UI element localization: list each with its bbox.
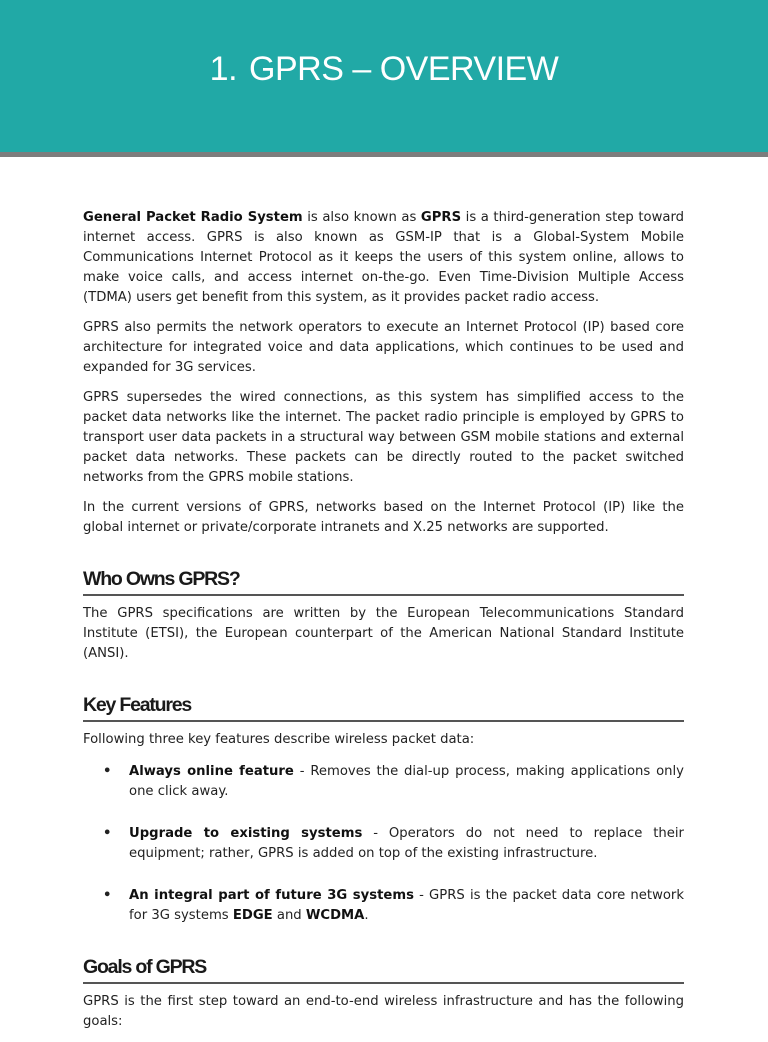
list-item: • Upgrade to existing systems - Operators do not need to replace their equipment; rather, GPRS is added on top of the existing infrastructure. <box>103 826 684 861</box>
banner-divider <box>0 152 768 157</box>
goals-paragraph: GPRS is the first step toward an end-to-end wireless infrastructure and has the following goals: <box>83 994 684 1029</box>
heading-goals: Goals of GPRS <box>83 954 684 984</box>
chapter-banner <box>0 0 768 152</box>
bullet-icon: • <box>103 888 112 903</box>
chapter-number: 1. <box>209 50 238 88</box>
bullet-icon: • <box>103 764 112 779</box>
document-body <box>83 208 684 1042</box>
intro-paragraph-4: In the current versions of GPRS, networks based on the Internet Protocol (IP) like the global internet or private/corporate intranets and X.25 networks are supported. <box>83 500 684 535</box>
bullet-icon: • <box>103 826 112 841</box>
intro-paragraph-1: General Packet Radio System is also known as GPRS is a third-generation step toward internet access. GPRS is also known as GSM-IP that is a Global-System Mobile Communications Internet Protocol as it keeps the users of this system online, allows to make voice calls, and access internet on-the-go. Even Time-Division Multiple Access (TDMA) users get benefit from this system, as it provides packet radio access. <box>83 210 685 305</box>
intro-paragraph-2: GPRS also permits the network operators to execute an Internet Protocol (IP) based core architecture for integrated voice and data applications, which continues to be used and expanded for 3G services. <box>83 320 684 375</box>
list-item: • Always online feature - Removes the dial-up process, making applications only one click away. <box>103 764 684 799</box>
key-features-list <box>83 762 684 926</box>
list-item: • An integral part of future 3G systems - GPRS is the packet data core network for 3G systems EDGE and WCDMA. <box>103 888 684 923</box>
chapter-title <box>0 50 768 89</box>
term-gprs-full: General Packet Radio System <box>83 210 303 225</box>
intro-paragraph-3: GPRS supersedes the wired connections, as this system has simplified access to the packet data networks like the internet. The packet radio principle is employed by GPRS to transport user data packets in a structural way between GSM mobile stations and external packet data networks. These packets can be directly routed to the packet switched networks from the GPRS mobile stations. <box>83 390 684 485</box>
chapter-title-text: GPRS – OVERVIEW <box>249 50 559 88</box>
heading-who-owns: Who Owns GPRS? <box>83 566 684 596</box>
heading-key-features: Key Features <box>83 692 684 722</box>
key-features-intro: Following three key features describe wireless packet data: <box>83 732 475 747</box>
term-gprs-abbr: GPRS <box>420 210 462 225</box>
who-owns-paragraph: The GPRS specifications are written by the European Telecommunications Standard Institute (ETSI), the European counterpart of the American National Standard Institute (ANSI). <box>83 606 684 661</box>
